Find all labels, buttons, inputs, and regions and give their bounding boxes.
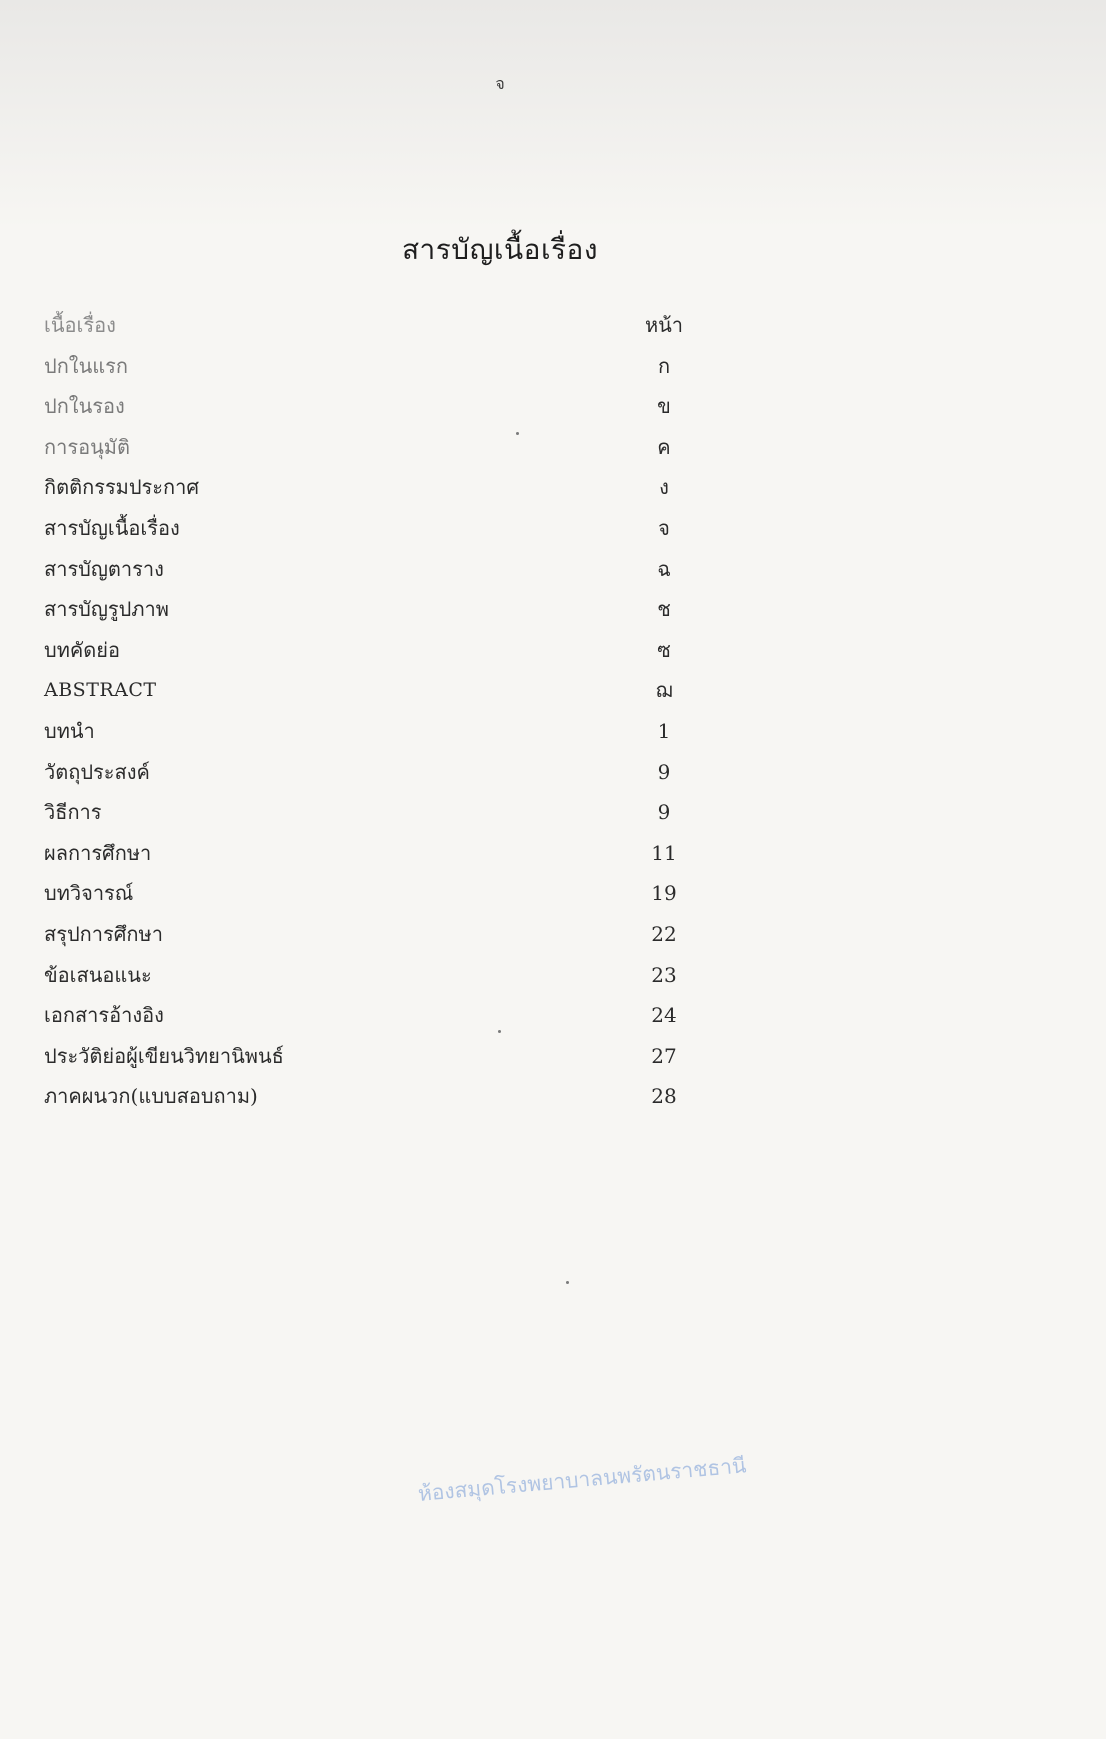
toc-entry-label: ปกในแรก: [44, 353, 128, 378]
toc-row: [44, 711, 744, 752]
toc-entry-page: 24: [651, 1003, 677, 1028]
toc-entry-label: กิตติกรรมประกาศ: [44, 475, 200, 500]
toc-row: [44, 792, 744, 833]
toc-row: [44, 1036, 744, 1077]
toc-entry-page: 22: [651, 921, 677, 946]
toc-row: [44, 427, 744, 468]
toc-entry-page: ก: [657, 353, 671, 378]
toc-row: [44, 1076, 744, 1117]
toc-entry-label: บทนำ: [44, 718, 95, 743]
toc-entry-page: ง: [659, 475, 669, 500]
toc-entry-label: วิธีการ: [44, 800, 102, 825]
toc-header-row: [44, 305, 744, 346]
toc-entry-label: ABSTRACT: [44, 679, 157, 702]
toc-entry-label: สรุปการศึกษา: [44, 921, 163, 946]
scan-speck: [498, 1030, 501, 1033]
toc-entry-label: บทคัดย่อ: [44, 637, 120, 662]
toc-entry-page: 23: [651, 962, 677, 987]
scan-speck: [516, 432, 519, 435]
toc-row: [44, 386, 744, 427]
toc-entry-page: 19: [651, 881, 677, 906]
toc-entry-page: ข: [657, 394, 671, 419]
toc-row: [44, 833, 744, 874]
toc-row: [44, 508, 744, 549]
toc-row: [44, 630, 744, 671]
toc-entry-page: 28: [651, 1084, 677, 1109]
toc-entry-page: 1: [657, 718, 671, 743]
page-number: จ: [495, 74, 505, 93]
toc-entry-page: ฉ: [657, 556, 671, 581]
toc-entry-label: ภาคผนวก(แบบสอบถาม): [44, 1084, 258, 1109]
toc-entry-label: ข้อเสนอแนะ: [44, 962, 152, 987]
toc-entry-label: สารบัญรูปภาพ: [44, 597, 169, 622]
toc-entry-label: เอกสารอ้างอิง: [44, 1003, 164, 1028]
scan-speck: [566, 1281, 569, 1284]
toc-row: [44, 873, 744, 914]
library-stamp: ห้องสมุดโรงพยาบาลนพรัตนราชธานี: [416, 1453, 748, 1506]
toc-entry-page: ฌ: [655, 678, 673, 703]
toc-entry-label: บทวิจารณ์: [44, 881, 134, 906]
toc-entry-page: 27: [651, 1043, 677, 1068]
toc-column-label-header: เนื้อเรื่อง: [44, 313, 116, 337]
toc-entry-label: วัตถุประสงค์: [44, 759, 150, 784]
toc-entry-label: ผลการศึกษา: [44, 840, 152, 865]
toc-row: [44, 346, 744, 387]
table-of-contents: [44, 305, 744, 1117]
toc-row: [44, 955, 744, 996]
toc-row: [44, 995, 744, 1036]
toc-row: [44, 467, 744, 508]
toc-entry-page: จ: [658, 515, 670, 540]
toc-entry-page: ค: [657, 434, 671, 459]
toc-row: [44, 549, 744, 590]
toc-entry-page: ช: [657, 597, 671, 622]
toc-entry-page: 11: [651, 840, 677, 865]
toc-row: [44, 914, 744, 955]
toc-entry-page: ซ: [657, 637, 671, 662]
scan-shading: [0, 0, 1106, 230]
toc-row: [44, 589, 744, 630]
toc-entry-label: ปกในรอง: [44, 394, 125, 419]
toc-entry-label: ประวัติย่อผู้เขียนวิทยานิพนธ์: [44, 1043, 284, 1068]
toc-entry-page: 9: [657, 800, 671, 825]
toc-column-page-header: หน้า: [644, 313, 684, 337]
toc-entry-page: 9: [657, 759, 671, 784]
toc-entry-label: สารบัญตาราง: [44, 556, 164, 581]
page-title: สารบัญเนื้อเรื่อง: [401, 233, 599, 266]
toc-row: [44, 670, 744, 711]
toc-entry-label: สารบัญเนื้อเรื่อง: [44, 515, 180, 540]
toc-row: [44, 752, 744, 793]
toc-entry-label: การอนุมัติ: [44, 434, 130, 459]
